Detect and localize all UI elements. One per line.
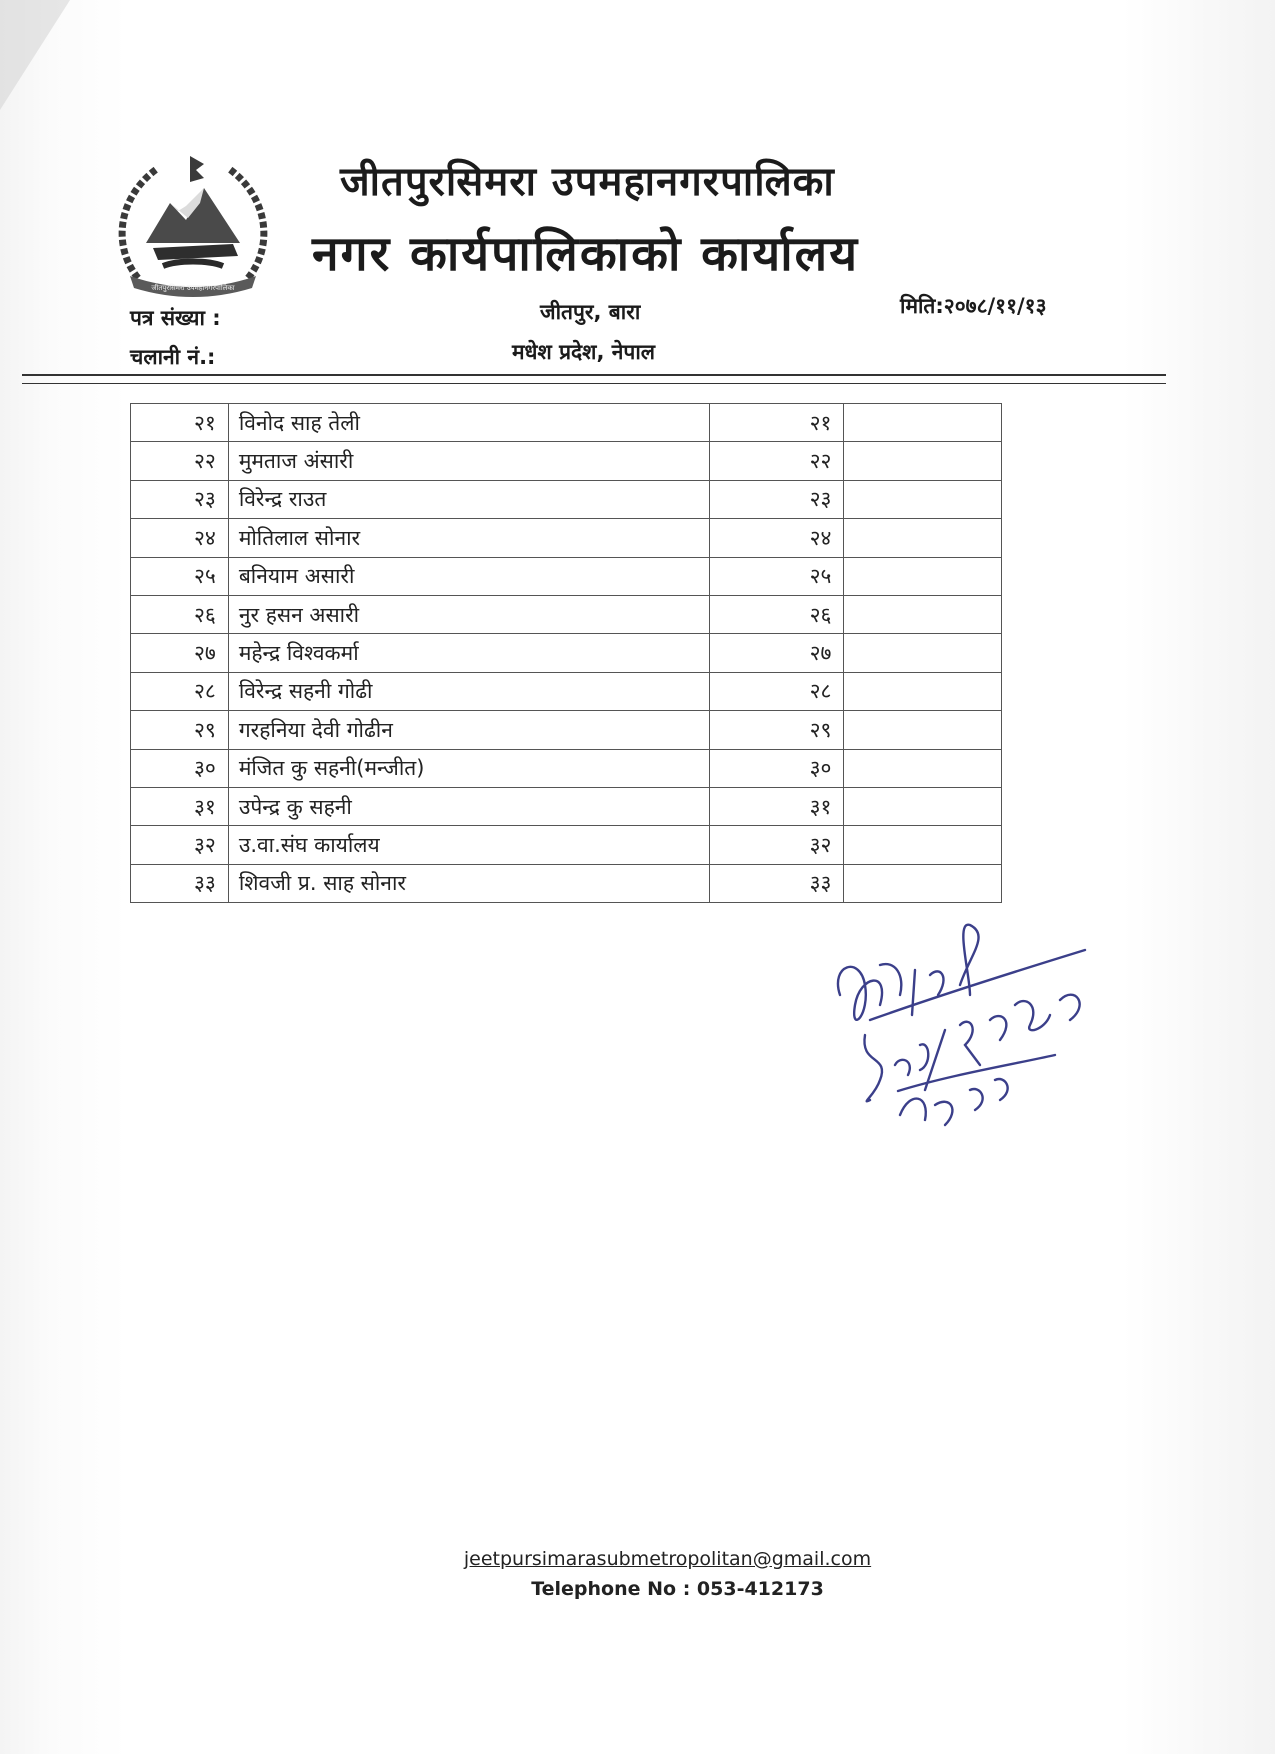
row-serial-number: २७ [131,634,229,672]
row-serial-number: २५ [131,557,229,595]
row-number: ३१ [709,787,844,825]
letter-number-label: पत्र संख्या : [130,306,221,330]
footer-email: jeetpursimarasubmetropolitan@gmail.com [463,1548,872,1570]
row-number: २१ [709,404,844,442]
table-row [131,826,1002,864]
row-name: बनियाम असारी [228,557,709,595]
row-number: २८ [709,672,844,710]
table-body [131,404,1002,903]
row-signature-cell [844,749,1002,787]
province-text: मधेश प्रदेश, नेपाल [512,340,655,364]
table-row [131,442,1002,480]
row-serial-number: २३ [131,480,229,518]
row-serial-number: २२ [131,442,229,480]
row-signature-cell [844,711,1002,749]
row-signature-cell [844,480,1002,518]
row-serial-number: ३२ [131,826,229,864]
row-number: २४ [709,519,844,557]
row-name: मंजित कु सहनी(मन्जीत) [228,749,709,787]
row-name: गरहनिया देवी गोढीन [228,711,709,749]
table-row [131,557,1002,595]
row-number: २२ [709,442,844,480]
row-signature-cell [844,442,1002,480]
footer-telephone: Telephone No : 053-412173 [531,1578,824,1600]
table-row [131,711,1002,749]
row-number: २५ [709,557,844,595]
row-name: महेन्द्र विश्वकर्मा [228,634,709,672]
row-signature-cell [844,826,1002,864]
row-serial-number: २४ [131,519,229,557]
row-name: विरेन्द्र राउत [228,480,709,518]
date-text: मिति:२०७८/११/१३ [900,294,1047,318]
row-signature-cell [844,519,1002,557]
table-row [131,672,1002,710]
table-row [131,480,1002,518]
svg-text:जीतपुरसिमरा उपमहानगरपालिका: जीतपुरसिमरा उपमहानगरपालिका [151,284,235,292]
row-signature-cell [844,557,1002,595]
row-name: उपेन्द्र कु सहनी [228,787,709,825]
row-name: विनोद साह तेली [228,404,709,442]
row-signature-cell [844,404,1002,442]
dispatch-number-label: चलानी नं.: [130,345,216,369]
table-row [131,519,1002,557]
row-serial-number: ३१ [131,787,229,825]
table-row [131,787,1002,825]
row-signature-cell [844,595,1002,633]
row-name: शिवजी प्र. साह सोनार [228,864,709,902]
row-serial-number: २६ [131,595,229,633]
table-row [131,595,1002,633]
table-row [131,634,1002,672]
row-number: २६ [709,595,844,633]
row-serial-number: ३० [131,749,229,787]
row-name: मुमताज अंसारी [228,442,709,480]
header-rule-bottom [22,383,1166,384]
row-number: २९ [709,711,844,749]
row-number: ३२ [709,826,844,864]
row-name: मोतिलाल सोनार [228,519,709,557]
row-signature-cell [844,672,1002,710]
row-serial-number: २९ [131,711,229,749]
row-number: ३० [709,749,844,787]
office-title: नगर कार्यपालिकाको कार्यालय [312,226,860,282]
table-row [131,404,1002,442]
row-serial-number: २१ [131,404,229,442]
handwritten-signature [820,915,1130,1165]
table-row [131,864,1002,902]
municipality-title: जीतपुरसिमरा उपमहानगरपालिका [340,159,835,205]
row-name: नुर हसन असारी [228,595,709,633]
row-serial-number: ३३ [131,864,229,902]
row-name: विरेन्द्र सहनी गोढी [228,672,709,710]
scan-corner-fold [0,0,70,110]
row-name: उ.वा.संघ कार्यालय [228,826,709,864]
row-signature-cell [844,864,1002,902]
row-number: ३३ [709,864,844,902]
table-row [131,749,1002,787]
header-rule-top [22,374,1166,376]
row-number: २३ [709,480,844,518]
nepal-emblem-icon [108,148,278,298]
place-text: जीतपुर, बारा [540,300,641,324]
row-number: २७ [709,634,844,672]
beneficiary-table [130,403,1002,903]
row-signature-cell [844,787,1002,825]
row-signature-cell [844,634,1002,672]
row-serial-number: २८ [131,672,229,710]
